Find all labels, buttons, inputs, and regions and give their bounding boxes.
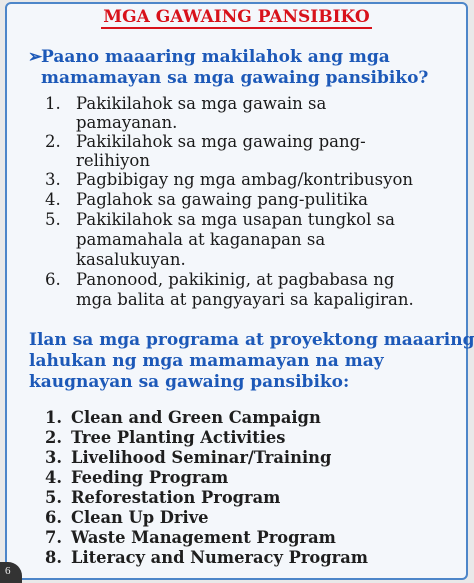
arrow-bullet-icon: ➢ [28,47,43,67]
item-number: 3. [45,448,62,467]
item-number: 1. [45,94,61,113]
overlay-badge-text: 6 [5,565,11,577]
item-text: Feeding Program [71,468,229,487]
programs-heading [29,330,474,393]
question-heading [28,47,429,89]
item-text: Literacy and Numeracy Program [71,548,369,567]
item-text: Clean Up Drive [71,508,209,527]
item-number: 6. [45,508,62,527]
item-text: Pakikilahok sa mga gawaing pang- [76,132,366,151]
question-line-1: Paano maaaring makilahok ang mga [41,47,390,67]
item-text: Tree Planting Activities [71,428,286,447]
title-text: MGA GAWAING PANSIBIKO [103,7,370,27]
item-number: 7. [45,528,62,547]
item-text: pamayanan. [76,113,178,132]
item-number: 4. [45,468,62,487]
item-number: 5. [45,488,62,507]
programs-heading-line-2: lahukan ng mga mamamayan na may [29,351,384,371]
item-text: mga balita at pangyayari sa kapaligiran. [76,290,414,309]
question-line-2: mamamayan sa mga gawaing pansibiko? [41,68,429,88]
item-text: Waste Management Program [71,528,336,547]
item-text: Pakikilahok sa mga usapan tungkol sa [76,210,395,229]
page-title [7,7,466,27]
item-number: 1. [45,408,62,427]
item-number: 4. [45,190,61,209]
item-text: Pakikilahok sa mga gawain sa [76,94,327,113]
document-card [5,2,474,580]
item-number: 2. [45,428,62,447]
item-text: relihiyon [76,151,150,170]
item-text: kasalukuyan. [76,250,186,269]
item-text: pamamahala at kaganapan sa [76,230,326,249]
item-text: Pagbibigay ng mga ambag/kontribusyon [76,170,414,189]
item-text: Panonood, pakikinig, at pagbabasa ng [76,270,395,289]
item-text: Clean and Green Campaign [71,408,321,427]
programs-heading-line-1: Ilan sa mga programa at proyektong maaaring [29,330,474,350]
item-number: 2. [45,132,61,151]
programs-heading-line-3: kaugnayan sa gawaing pansibiko: [29,372,350,392]
item-text: Livelihood Seminar/Training [71,448,332,467]
item-number: 6. [45,270,61,289]
item-text: Paglahok sa gawaing pang-pulitika [76,190,368,209]
item-number: 3. [45,170,61,189]
item-number: 8. [45,548,62,567]
item-number: 5. [45,210,61,229]
item-text: Reforestation Program [71,488,281,507]
